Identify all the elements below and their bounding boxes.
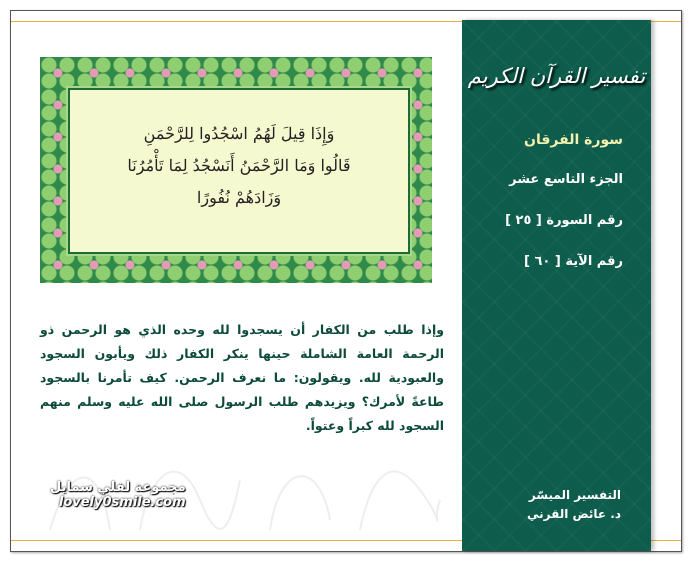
verse-box: [68, 88, 410, 254]
verse-ornament-frame: [40, 57, 432, 283]
logo-arabic: مجموعة لفلي سمايل: [50, 480, 186, 495]
tafsir-text: وإذا طلب من الكفار أن يسجدوا لله وحده الذي هو الرحمن ذو الرحمة العامة الشاملة حينها ينكر الكفار ذلك ويأبون السجود والعبودية لله. ويقولون: ما نعرف الرحمن. كيف تأمرنا بالسجود طاعةً لأمرك؟ ويزيدهم طلب الرسول صلى الله عليه وسلم منهم السجود لله كبراً وعتواً.: [40, 322, 444, 433]
juz-label: الجزء التاسع عشر: [509, 172, 623, 187]
verse-text: [70, 90, 408, 214]
verse-line: قَالُوا وَمَا الرَّحْمَنُ أَنَسْجُدُ لِمَا تَأْمُرُنَا: [127, 156, 351, 175]
ayah-number: رقم الآية [ ٦٠ ]: [524, 254, 623, 269]
verse-line: وَزَادَهُمْ نُفُورًا: [196, 188, 282, 207]
info-panel: [462, 20, 651, 551]
credit-author: د. عائض القرني: [526, 507, 621, 521]
site-logo[interactable]: [50, 480, 186, 510]
sura-number: رقم السورة [ ٢٥ ]: [505, 213, 623, 228]
credit-title: التفسير الميسّر: [528, 488, 621, 502]
sura-name: سورة الفرقان: [524, 132, 623, 148]
logo-url: lovely0smile.com: [58, 495, 186, 510]
tafsir-credit: [527, 486, 621, 524]
page-title: تفسير القرآن الكريم: [467, 64, 646, 88]
verse-line: وَإِذَا قِيلَ لَهُمُ اسْجُدُوا لِلرَّحْمَنِ: [143, 124, 335, 143]
